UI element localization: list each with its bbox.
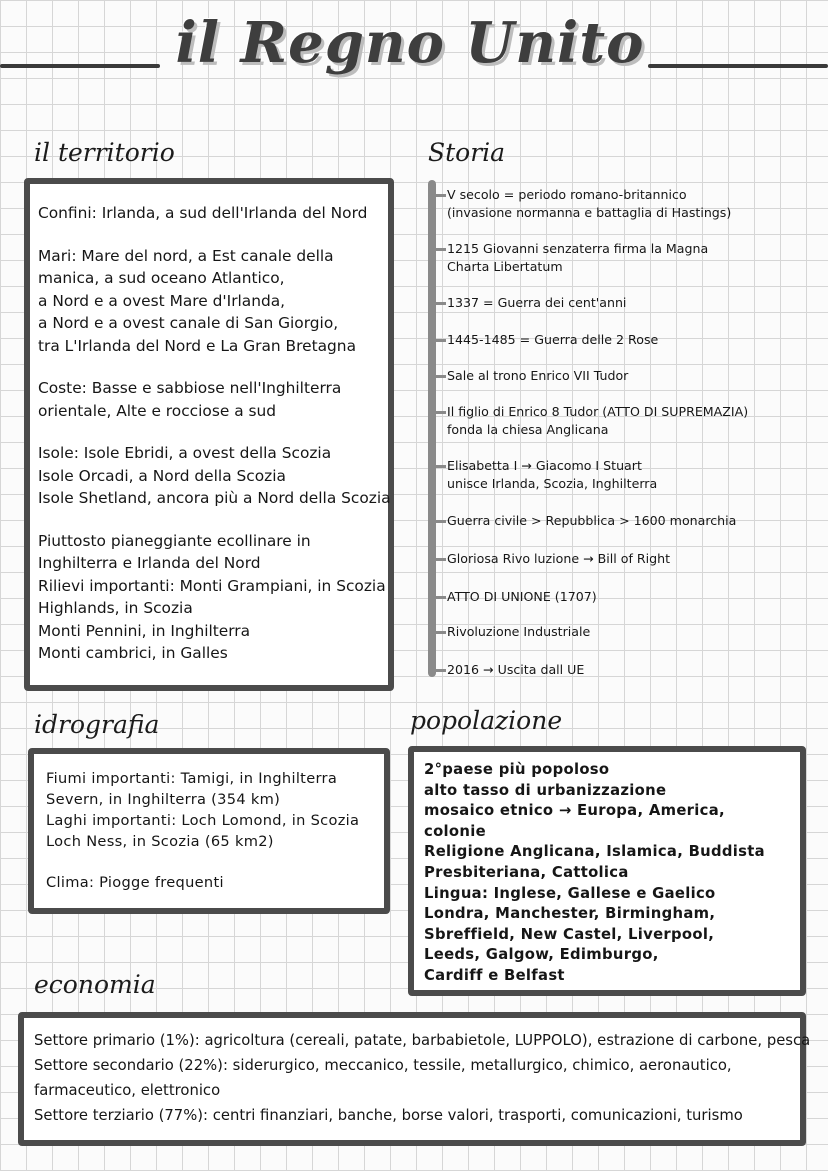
timeline-text-line: fonda la chiesa Anglicana bbox=[447, 421, 609, 437]
timeline-text-line: V secolo = periodo romano-britannico bbox=[447, 187, 687, 202]
economia-content bbox=[34, 1028, 811, 1128]
economia-line: Settore secondario (22%): siderurgico, meccanico, tessile, metallurgico, chimico, aeronautico, bbox=[34, 1057, 732, 1074]
timeline-item bbox=[436, 367, 628, 385]
timeline-tick bbox=[436, 558, 446, 561]
popolazione-line: Presbiteriana, Cattolica bbox=[424, 863, 629, 881]
timeline-tick bbox=[436, 596, 446, 599]
timeline-tick bbox=[436, 631, 446, 634]
popolazione-heading: popolazione bbox=[410, 706, 563, 735]
popolazione-line: mosaico etnico → Europa, America, bbox=[424, 802, 725, 820]
timeline-tick bbox=[436, 302, 446, 305]
timeline-text-line: (invasione normanna e battaglia di Hastings) bbox=[447, 204, 732, 220]
territorio-paragraph bbox=[38, 442, 391, 510]
timeline-tick bbox=[436, 669, 446, 672]
idrografia-line: Severn, in Inghilterra (354 km) bbox=[46, 791, 281, 808]
timeline-tick bbox=[436, 465, 446, 468]
economia-heading: economia bbox=[34, 970, 156, 999]
timeline-text-line: Charta Libertatum bbox=[447, 258, 563, 274]
timeline-text bbox=[447, 588, 597, 606]
timeline-item bbox=[436, 457, 657, 492]
popolazione-line: Religione Anglicana, Islamica, Buddista bbox=[424, 843, 765, 861]
timeline-text bbox=[447, 550, 670, 568]
economia-line: Settore primario (1%): agricoltura (cereali, patate, barbabietole, LUPPOLO), estrazione di carbone, pesca bbox=[34, 1032, 811, 1049]
territorio-paragraph bbox=[38, 202, 388, 225]
territorio-line: Piuttosto pianeggiante ecollinare in bbox=[38, 531, 311, 550]
timeline-tick bbox=[436, 520, 446, 523]
timeline-text-line: ATTO DI UNIONE (1707) bbox=[447, 589, 597, 604]
territorio-line: Coste: Basse e sabbiose nell'Inghilterra bbox=[38, 379, 342, 397]
timeline-tick bbox=[436, 194, 446, 197]
timeline-item bbox=[436, 512, 736, 530]
idrografia-line: Loch Ness, in Scozia (65 km2) bbox=[46, 833, 274, 850]
page-title: il Regno Unito bbox=[175, 10, 645, 76]
title-line-left bbox=[0, 64, 160, 68]
territorio-box bbox=[24, 178, 394, 691]
economia-line: Settore terziario (77%): centri finanziari, banche, borse valori, trasporti, comunicazioni, turismo bbox=[34, 1107, 743, 1124]
timeline-tick bbox=[436, 375, 446, 378]
timeline-bar bbox=[428, 180, 436, 677]
territorio-line: Confini: Irlanda, a sud dell'Irlanda del Nord bbox=[38, 204, 368, 222]
territorio-line: Highlands, in Scozia bbox=[38, 599, 193, 617]
timeline-text-line: Sale al trono Enrico VII Tudor bbox=[447, 368, 629, 383]
timeline-item bbox=[436, 186, 731, 221]
title-line-right bbox=[648, 64, 828, 68]
timeline-tick bbox=[436, 339, 446, 342]
popolazione-line: Sbreffield, New Castel, Liverpool, bbox=[424, 925, 715, 943]
timeline-text-line: Elisabetta I → Giacomo I Stuart bbox=[447, 458, 642, 473]
territorio-content bbox=[38, 202, 391, 665]
territorio-line: Isole Orcadi, a Nord della Scozia bbox=[38, 466, 286, 485]
territorio-line: Rilievi importanti: Monti Grampiani, in Scozia bbox=[38, 576, 386, 595]
popolazione-line: Leeds, Galgow, Edimburgo, bbox=[424, 946, 659, 964]
timeline-item bbox=[436, 588, 597, 606]
timeline-text-line: unisce Irlanda, Scozia, Inghilterra bbox=[447, 475, 658, 491]
popolazione-box bbox=[408, 746, 806, 996]
idrografia-line: Laghi importanti: Loch Lomond, in Scozia bbox=[46, 812, 360, 829]
timeline-item bbox=[436, 240, 708, 275]
timeline-text bbox=[447, 186, 731, 221]
idrografia-content bbox=[46, 768, 384, 893]
territorio-line: a Nord e a ovest Mare d'Irlanda, bbox=[38, 291, 286, 310]
territorio-line: a Nord e a ovest canale di San Giorgio, bbox=[38, 314, 339, 332]
timeline-text-line: Gloriosa Rivo luzione → Bill of Right bbox=[447, 551, 671, 566]
idrografia-heading: idrografia bbox=[34, 710, 160, 739]
timeline-text bbox=[447, 457, 657, 492]
timeline-item bbox=[436, 550, 670, 568]
economia-line: farmaceutico, elettronico bbox=[34, 1082, 221, 1099]
popolazione-content bbox=[424, 760, 800, 987]
timeline-text bbox=[447, 512, 736, 530]
territorio-paragraph bbox=[38, 377, 388, 422]
territorio-line: Isole: Isole Ebridi, a ovest della Scozia bbox=[38, 444, 332, 462]
timeline-text bbox=[447, 623, 590, 641]
timeline-text bbox=[447, 240, 708, 275]
timeline-text-line: Guerra civile > Repubblica > 1600 monarchia bbox=[447, 513, 737, 528]
popolazione-line: 2°paese più popoloso bbox=[424, 761, 610, 778]
popolazione-line: colonie bbox=[424, 822, 486, 840]
timeline-item bbox=[436, 331, 658, 349]
territorio-line: Mari: Mare del nord, a Est canale della bbox=[38, 246, 334, 265]
territorio-line: manica, a sud oceano Atlantico, bbox=[38, 269, 285, 287]
timeline-tick bbox=[436, 411, 446, 414]
timeline-text bbox=[447, 294, 626, 312]
idrografia-box bbox=[28, 748, 390, 914]
timeline-text bbox=[447, 367, 628, 385]
timeline-text-line: 1337 = Guerra dei cent'anni bbox=[447, 295, 627, 310]
territorio-line: Inghilterra e Irlanda del Nord bbox=[38, 554, 261, 572]
idrografia-line: Fiumi importanti: Tamigi, in Inghilterra bbox=[46, 770, 338, 787]
popolazione-line: Lingua: Inglese, Gallese e Gaelico bbox=[424, 884, 716, 902]
territorio-line: Monti cambrici, in Galles bbox=[38, 644, 228, 662]
territorio-paragraph bbox=[38, 245, 388, 358]
territorio-paragraph bbox=[38, 530, 388, 665]
timeline-item bbox=[436, 403, 748, 438]
timeline-text-line: Il figlio di Enrico 8 Tudor (ATTO DI SUPREMAZIA) bbox=[447, 404, 749, 419]
timeline-item bbox=[436, 294, 626, 312]
idrografia-line: Clima: Piogge frequenti bbox=[46, 874, 224, 891]
territorio-heading: il territorio bbox=[34, 138, 175, 167]
territorio-line: Isole Shetland, ancora più a Nord della Scozia bbox=[38, 489, 391, 507]
popolazione-line: Londra, Manchester, Birmingham, bbox=[424, 905, 716, 923]
timeline-text-line: 1445-1485 = Guerra delle 2 Rose bbox=[447, 332, 659, 347]
timeline-text bbox=[447, 661, 584, 679]
timeline-text-line: Rivoluzione Industriale bbox=[447, 624, 591, 639]
territorio-line: orientale, Alte e rocciose a sud bbox=[38, 401, 277, 420]
idrografia-paragraph bbox=[46, 768, 384, 852]
timeline-text bbox=[447, 331, 658, 349]
idrografia-paragraph bbox=[46, 872, 384, 893]
territorio-line: tra L'Irlanda del Nord e La Gran Bretagna bbox=[38, 336, 356, 355]
territorio-line: Monti Pennini, in Inghilterra bbox=[38, 621, 251, 640]
timeline-text-line: 2016 → Uscita dall UE bbox=[447, 662, 585, 677]
timeline-item bbox=[436, 661, 584, 679]
popolazione-line: alto tasso di urbanizzazione bbox=[424, 781, 667, 799]
timeline-text bbox=[447, 403, 748, 438]
timeline-text-line: 1215 Giovanni senzaterra firma la Magna bbox=[447, 241, 709, 256]
storia-heading: Storia bbox=[428, 138, 506, 167]
timeline-item bbox=[436, 623, 590, 641]
economia-box bbox=[18, 1012, 811, 1146]
popolazione-line: Cardiff e Belfast bbox=[424, 966, 565, 984]
timeline-tick bbox=[436, 248, 446, 251]
